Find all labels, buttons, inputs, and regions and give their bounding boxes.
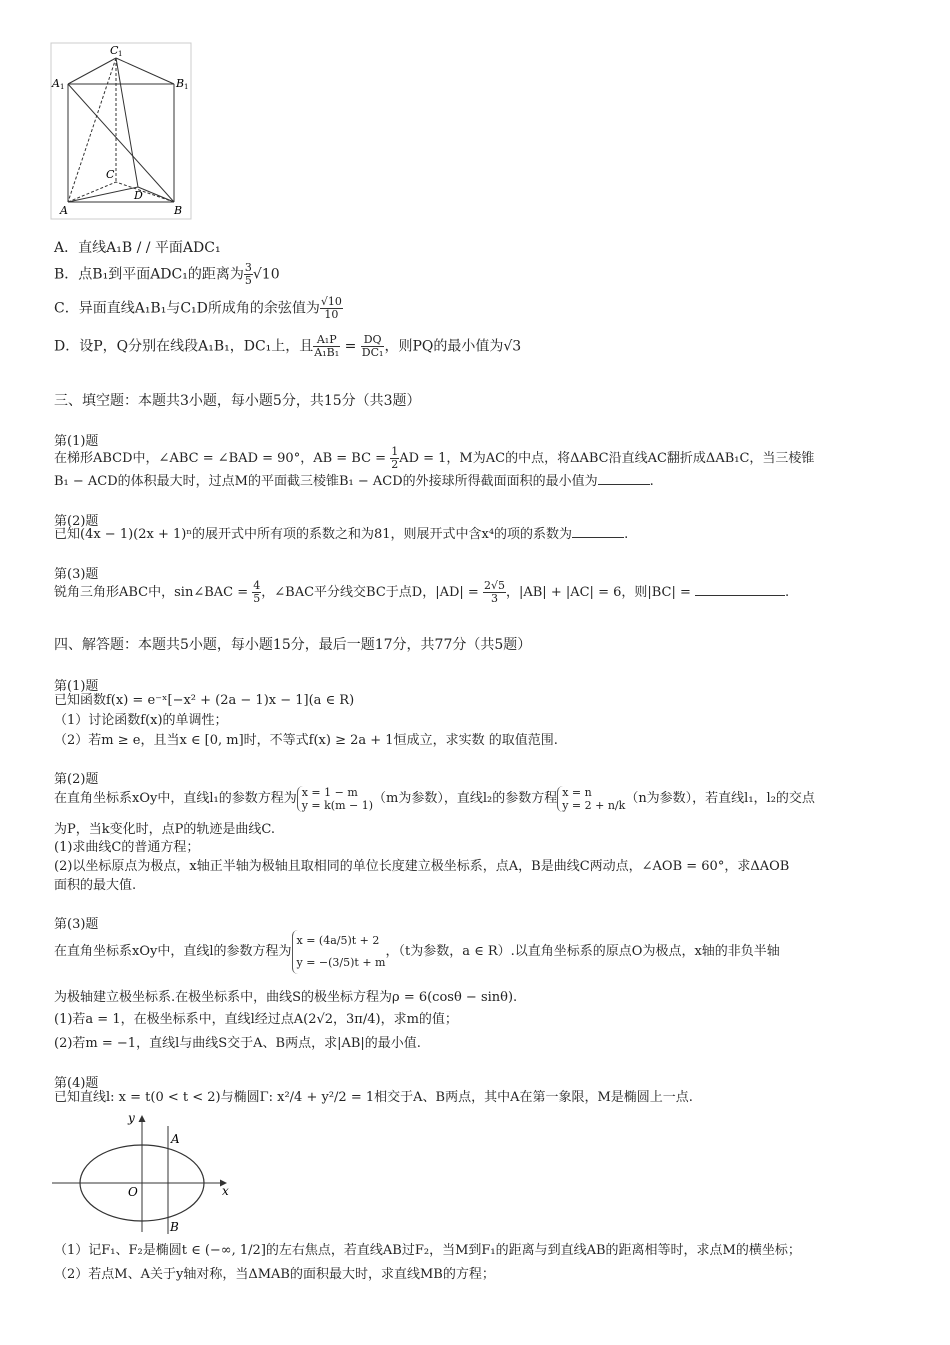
point-b-label: B bbox=[170, 1220, 179, 1234]
label-b: B bbox=[174, 204, 183, 217]
option-c-text: C．异面直线A₁B₁与C₁D所成角的余弦值为 bbox=[54, 300, 320, 317]
param-system-2 bbox=[557, 786, 625, 812]
param-system-3 bbox=[292, 930, 386, 974]
param-system-1 bbox=[297, 786, 373, 812]
frac-den: 5 bbox=[253, 592, 261, 605]
param-eq: x = n bbox=[562, 785, 592, 799]
option-a: A．直线A₁B / / 平面ADC₁ bbox=[54, 240, 221, 256]
frac-num: √10 bbox=[320, 295, 342, 308]
q3-3-frac2 bbox=[483, 580, 506, 605]
label-c1: C bbox=[110, 44, 119, 57]
q4-2-line4: (2)以坐标原点为极点，x轴正半轴为极轴且取相同的单位长度建立极坐标系，点A，B是曲线C两动点，∠AOB = 60°，求ΔAOB bbox=[54, 859, 790, 874]
frac-num: A₁P bbox=[313, 334, 340, 347]
option-d-eq: = bbox=[344, 338, 357, 355]
option-d-frac1 bbox=[313, 334, 340, 359]
axis-x-label: x bbox=[222, 1184, 229, 1198]
section4-title: 四、解答题：本题共5小题，每小题15分，最后一题17分，共77分（共5题） bbox=[54, 637, 532, 653]
q4-1-line3: （2）若m ≥ e，且当x ∈ [0, m]时，不等式f(x) ≥ 2a + 1恒成立，求实数 的取值范围. bbox=[54, 733, 558, 748]
q3-3-line1: 锐角三角形ABC中，sin∠BAC = $\frac{4}{5}$ ，∠BAC平分线交BC于点D，|AD| = $\frac{2√5}{3}$ ，|AB| + |AC| = 6，则|BC| = . bbox=[54, 579, 790, 605]
q4-3-line1 bbox=[54, 928, 780, 976]
q4-2-head: 第(2)题 bbox=[54, 772, 99, 787]
q3-1-line2: B₁ − ACD的体积最大时，过点M的平面截三棱锥B₁ − ACD的外接球所得截面面积的最小值为 . bbox=[54, 474, 654, 489]
frac-num: 1 bbox=[391, 445, 399, 458]
q4-2-l1c: （n为参数），若直线l₁，l₂的交点 bbox=[625, 791, 815, 806]
q4-4-line2: （1）记F₁、F₂是椭圆t ∈ (−∞, 1/2]的左右焦点，若直线AB过F₂，当M到F₁的距离与到直线AB的距离相等时，求点M的横坐标； bbox=[54, 1243, 801, 1258]
label-b1-sub: 1 bbox=[184, 83, 189, 91]
q3-1-l1-post: AD = 1，M为AC的中点，将ΔABC沿直线AC翻折成ΔAB₁C，当三棱锥 bbox=[399, 451, 815, 466]
label-c1-sub: 1 bbox=[118, 50, 123, 58]
option-d-post: ，则PQ的最小值为√3 bbox=[384, 338, 522, 355]
label-d: D bbox=[134, 189, 143, 202]
q4-2-line2: 为P，当k变化时，点P的轨迹是曲线C. bbox=[54, 822, 275, 837]
frac-num: DQ bbox=[361, 334, 385, 347]
origin-label: O bbox=[128, 1185, 138, 1199]
q4-2-line1 bbox=[54, 782, 815, 816]
param-eq: y = k(m − 1) bbox=[301, 798, 374, 812]
label-a1: A bbox=[52, 77, 60, 90]
q4-2-line5: 面积的最大值. bbox=[54, 878, 137, 893]
q3-2-line1: 已知(4x − 1)(2x + 1)ⁿ的展开式中所有项的系数之和为81，则展开式中含x⁴的项的系数为 . bbox=[54, 527, 629, 542]
option-b-root: √10 bbox=[252, 266, 280, 283]
param-eq: y = −(3/5)t + m bbox=[296, 955, 386, 969]
point-a-label: A bbox=[171, 1132, 180, 1146]
q4-2-line3: (1)求曲线C的普通方程； bbox=[54, 840, 200, 855]
q3-3-head: 第(3)题 bbox=[54, 567, 99, 582]
param-eq: y = 2 + n/k bbox=[562, 798, 626, 812]
q4-4-head: 第(4)题 bbox=[54, 1076, 99, 1091]
q3-1-frac bbox=[390, 446, 399, 471]
option-b bbox=[54, 262, 280, 287]
answer-blank[interactable] bbox=[572, 537, 624, 538]
q4-1-head: 第(1)题 bbox=[54, 679, 99, 694]
label-a: A bbox=[60, 204, 68, 217]
q4-4-line3: （2）若点M、A关于y轴对称，当ΔMAB的面积最大时，求直线MB的方程； bbox=[54, 1267, 495, 1282]
frac-den: A₁B₁ bbox=[314, 346, 340, 359]
frac-num: 2√5 bbox=[483, 579, 505, 592]
option-c bbox=[54, 296, 343, 321]
option-b-text: B．点B₁到平面ADC₁的距离为 bbox=[54, 266, 244, 283]
q3-2-head: 第(2)题 bbox=[54, 514, 99, 529]
q4-3-l1a: 在直角坐标系xOy中，直线l的参数方程为 bbox=[54, 944, 292, 959]
frac-den: 3 bbox=[490, 592, 498, 605]
ellipse-figure bbox=[50, 1108, 240, 1236]
q4-3-l1b: ，（t为参数，a ∈ R）.以直角坐标系的原点O为极点，x轴的非负半轴 bbox=[385, 944, 780, 959]
q3-1-line1 bbox=[54, 446, 814, 471]
option-b-frac bbox=[244, 262, 253, 287]
q4-3-head: 第(3)题 bbox=[54, 917, 99, 932]
section3-title: 三、填空题：本题共3小题，每小题5分，共15分（共3题） bbox=[54, 393, 421, 409]
q3-3-l1c: ，|AB| + |AC| = 6，则|BC| = bbox=[505, 585, 696, 600]
label-c: C bbox=[106, 168, 115, 181]
frac-den: 10 bbox=[324, 308, 339, 321]
q4-1-line1: 已知函数f(x) = e⁻ˣ[−x² + (2a − 1)x − 1](a ∈ R) bbox=[54, 693, 355, 708]
option-d-frac2 bbox=[361, 334, 385, 359]
label-b1: B bbox=[176, 77, 185, 90]
q4-3-line3: (1)若a = 1，在极坐标系中，直线l经过点A(2√2，3π/4)，求m的值； bbox=[54, 1012, 458, 1027]
prism-figure bbox=[50, 42, 192, 220]
q4-3-line2: 为极轴建立极坐标系.在极坐标系中，曲线S的极坐标方程为ρ = 6(cosθ − sinθ). bbox=[54, 990, 518, 1005]
option-d bbox=[54, 334, 521, 359]
frac-den: 5 bbox=[244, 274, 252, 287]
q4-1-line2: （1）讨论函数f(x)的单调性； bbox=[54, 713, 228, 728]
q3-2-l1: 已知(4x − 1)(2x + 1)ⁿ的展开式中所有项的系数之和为81，则展开式中含x⁴的项的系数为 bbox=[54, 527, 573, 542]
q4-2-l1b: （m为参数），直线l₂的参数方程 bbox=[373, 791, 558, 806]
q3-3-frac1 bbox=[252, 580, 261, 605]
q4-4-line1: 已知直线l: x = t(0 < t < 2)与椭圆Γ: x²/4 + y²/2 = 1相交于A、B两点，其中A在第一象限，M是椭圆上一点. bbox=[54, 1090, 693, 1105]
option-c-frac bbox=[320, 296, 343, 321]
q3-1-l1: 在梯形ABCD中，∠ABC = ∠BAD = 90°，AB = BC = bbox=[54, 451, 391, 466]
label-a1-sub: 1 bbox=[60, 83, 65, 91]
answer-blank[interactable] bbox=[695, 595, 785, 596]
q3-3-l1b: ，∠BAC平分线交BC于点D，|AD| = bbox=[261, 585, 483, 600]
answer-blank[interactable] bbox=[598, 484, 650, 485]
option-d-pre: D．设P，Q分别在线段A₁B₁，DC₁上，且 bbox=[54, 338, 314, 355]
param-eq: x = 1 − m bbox=[301, 785, 358, 799]
param-eq: x = (4a/5)t + 2 bbox=[296, 933, 380, 947]
q3-3-l1a: 锐角三角形ABC中，sin∠BAC = bbox=[54, 585, 253, 600]
q4-2-l1a: 在直角坐标系xOy中，直线l₁的参数方程为 bbox=[54, 791, 297, 806]
q4-3-line4: (2)若m = −1，直线l与曲线S交于A、B两点，求|AB|的最小值. bbox=[54, 1036, 421, 1051]
q3-1-head: 第(1)题 bbox=[54, 434, 99, 449]
axis-y-label: y bbox=[128, 1111, 135, 1125]
frac-den: DC₁ bbox=[361, 346, 384, 359]
q3-1-l2: B₁ − ACD的体积最大时，过点M的平面截三棱锥B₁ − ACD的外接球所得截面面积的最小值为 bbox=[54, 474, 598, 489]
frac-num: 3 bbox=[244, 261, 252, 274]
frac-num: 4 bbox=[253, 579, 261, 592]
frac-den: 2 bbox=[391, 458, 399, 471]
